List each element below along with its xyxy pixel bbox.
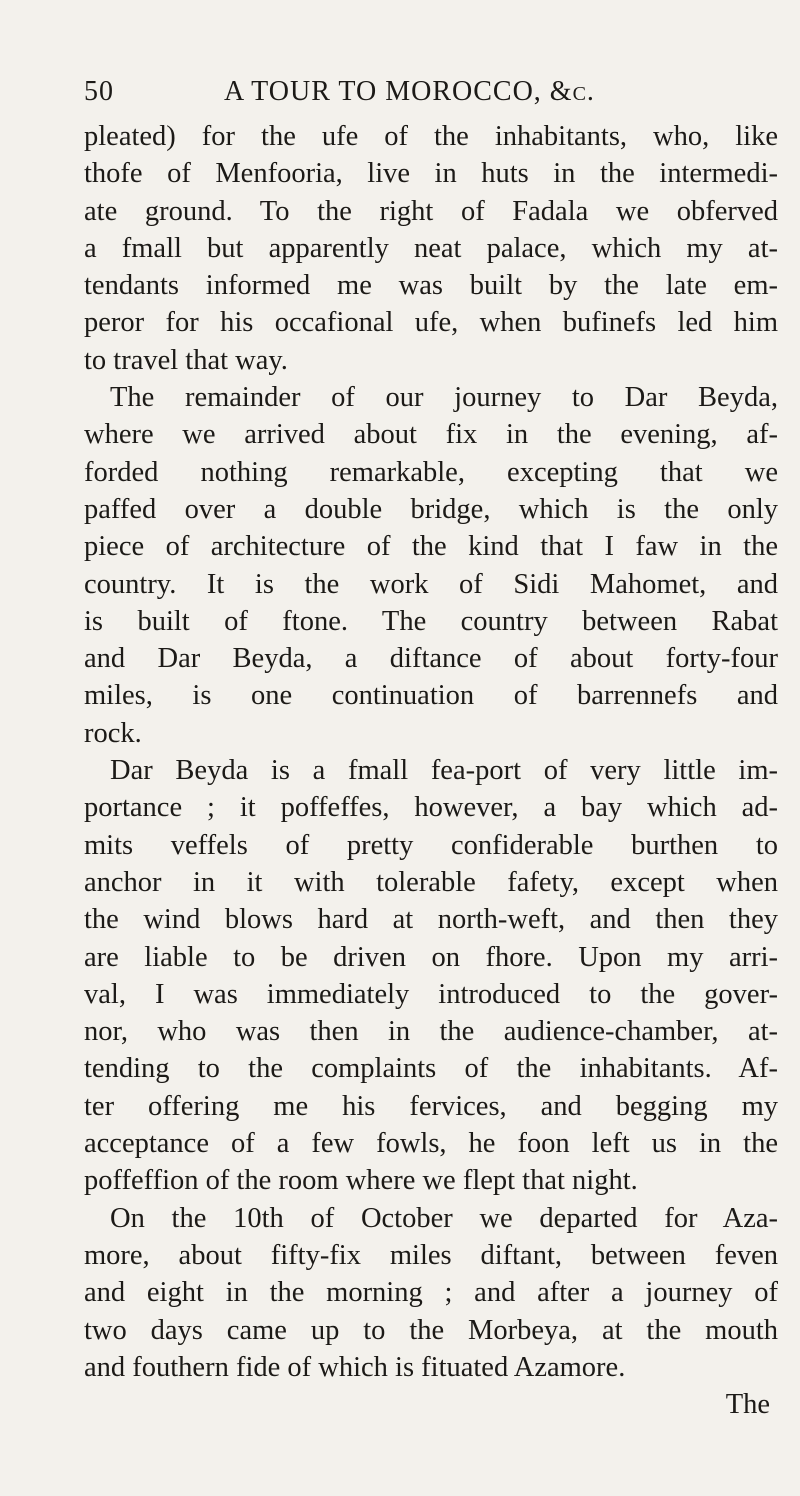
text-line: miles, is one continuation of barrennefs and [84,680,778,712]
body-text [84,118,778,1423]
text-line: the wind blows hard at north-weft, and then they [84,904,778,936]
text-line: anchor in it with tolerable fafety, except when [84,866,778,898]
text-line: forded nothing remarkable, excepting that we [84,456,778,488]
catchword: The [725,1389,770,1421]
text-line: rock. [84,717,142,749]
running-head [84,76,770,112]
text-line: and Dar Beyda, a diftance of about forty-four [84,643,778,675]
text-line: more, about fifty-fix miles diftant, between feven [84,1239,778,1271]
text-line: ate ground. To the right of Fadala we obferved [84,195,778,227]
running-title: A TOUR TO MOROCCO, &c. [224,76,595,107]
text-line: mits veffels of pretty confiderable burthen to [84,829,778,861]
text-line: are liable to be driven on fhore. Upon my arri- [84,941,778,973]
text-line: On the 10th of October we departed for Aza- [110,1202,778,1234]
text-line: to travel that way. [84,344,288,376]
text-line: nor, who was then in the audience-chamber, at- [84,1016,778,1048]
text-line: and eight in the morning ; and after a journey of [84,1277,778,1309]
text-line: portance ; it poffeffes, however, a bay which ad- [84,792,778,824]
text-line: and fouthern fide of which is fituated Azamore. [84,1351,626,1383]
text-line: thofe of Menfooria, live in huts in the intermedi- [84,158,778,190]
text-line: is built of ftone. The country between Rabat [84,605,778,637]
text-line: where we arrived about fix in the evening, af- [84,419,778,451]
text-line: tending to the complaints of the inhabitants. Af- [84,1053,778,1085]
text-line: acceptance of a few fowls, he foon left us in the [84,1128,778,1160]
text-line: pleated) for the ufe of the inhabitants, who, like [84,121,778,152]
text-line: a fmall but apparently neat palace, which my at- [84,232,778,264]
text-line: two days came up to the Morbeya, at the mouth [84,1314,778,1346]
text-line: The remainder of our journey to Dar Beyda, [110,382,778,414]
text-line: tendants informed me was built by the late em- [84,270,778,302]
page-number: 50 [84,76,114,107]
text-line: country. It is the work of Sidi Mahomet, and [84,568,778,600]
text-line: ter offering me his fervices, and begging my [84,1090,778,1122]
text-line: Dar Beyda is a fmall fea-port of very little im- [110,755,778,787]
text-line: peror for his occafional ufe, when bufinefs led him [84,307,778,339]
text-line: paffed over a double bridge, which is the only [84,493,778,525]
text-line: piece of architecture of the kind that I faw in the [84,531,778,563]
text-line: poffeffion of the room where we flept that night. [84,1165,638,1197]
text-line: val, I was immediately introduced to the gover- [84,978,778,1010]
